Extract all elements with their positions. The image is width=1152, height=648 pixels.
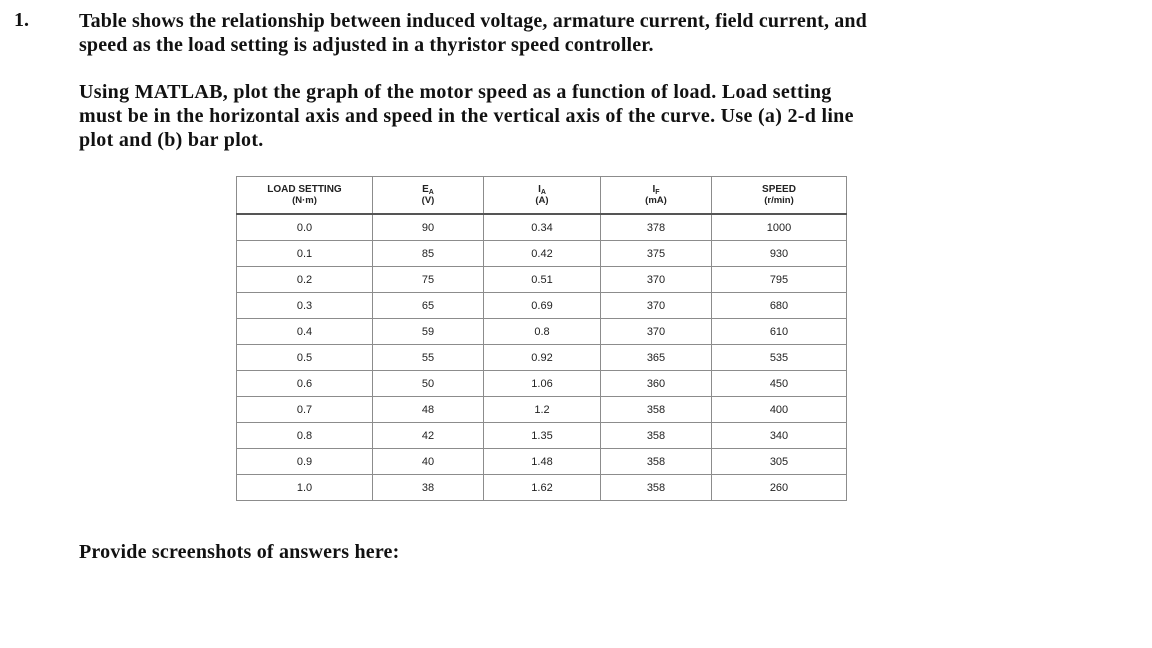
cell-if: 370 (601, 319, 712, 345)
table-row (237, 371, 847, 397)
question-task (79, 80, 1079, 152)
cell-speed: 795 (712, 267, 847, 293)
cell-if: 358 (601, 449, 712, 475)
task-line-3: plot and (b) bar plot. (79, 129, 264, 151)
answer-prompt: Provide screenshots of answers here: (79, 541, 400, 563)
table-row (237, 397, 847, 423)
cell-if: 358 (601, 475, 712, 501)
cell-speed: 260 (712, 475, 847, 501)
question-intro (79, 9, 1079, 57)
cell-ia: 1.06 (484, 371, 601, 397)
header-armature-current: $I_A$ (A) (484, 177, 601, 215)
cell-ea: 42 (373, 423, 484, 449)
cell-if: 370 (601, 293, 712, 319)
table-row (237, 449, 847, 475)
cell-speed: 1000 (712, 214, 847, 241)
cell-ia: 0.8 (484, 319, 601, 345)
header-induced-voltage: $E_A$ (V) (373, 177, 484, 215)
cell-ia: 0.69 (484, 293, 601, 319)
cell-load: 0.2 (237, 267, 373, 293)
cell-speed: 680 (712, 293, 847, 319)
cell-ea: 55 (373, 345, 484, 371)
cell-speed: 340 (712, 423, 847, 449)
cell-speed: 535 (712, 345, 847, 371)
cell-ea: 38 (373, 475, 484, 501)
cell-load: 0.6 (237, 371, 373, 397)
cell-ia: 1.2 (484, 397, 601, 423)
cell-ea: 75 (373, 267, 484, 293)
cell-ea: 59 (373, 319, 484, 345)
table-header-row (237, 177, 847, 215)
cell-load: 0.9 (237, 449, 373, 475)
task-line-2: must be in the horizontal axis and speed in the vertical axis of the curve. Use (a) 2-d line (79, 105, 854, 127)
header-field-current: $I_F$ (mA) (601, 177, 712, 215)
cell-speed: 400 (712, 397, 847, 423)
cell-ea: 65 (373, 293, 484, 319)
cell-ia: 0.51 (484, 267, 601, 293)
table-row (237, 319, 847, 345)
header-speed: SPEED (r/min) (712, 177, 847, 215)
cell-load: 0.0 (237, 214, 373, 241)
cell-ea: 85 (373, 241, 484, 267)
cell-if: 358 (601, 397, 712, 423)
intro-line-2: speed as the load setting is adjusted in a thyristor speed controller. (79, 34, 654, 56)
table-row (237, 293, 847, 319)
task-line-1: Using MATLAB, plot the graph of the motor speed as a function of load. Load setting (79, 81, 832, 103)
cell-ia: 0.34 (484, 214, 601, 241)
cell-if: 360 (601, 371, 712, 397)
table-row (237, 423, 847, 449)
cell-if: 358 (601, 423, 712, 449)
cell-speed: 930 (712, 241, 847, 267)
cell-speed: 450 (712, 371, 847, 397)
table-row (237, 267, 847, 293)
cell-ea: 40 (373, 449, 484, 475)
motor-data-table (236, 176, 847, 501)
cell-if: 375 (601, 241, 712, 267)
cell-ia: 0.92 (484, 345, 601, 371)
header-load-setting: LOAD SETTING (N·m) (237, 177, 373, 215)
cell-load: 0.4 (237, 319, 373, 345)
cell-if: 378 (601, 214, 712, 241)
cell-load: 0.1 (237, 241, 373, 267)
cell-speed: 305 (712, 449, 847, 475)
table-row (237, 241, 847, 267)
cell-ia: 0.42 (484, 241, 601, 267)
cell-if: 365 (601, 345, 712, 371)
cell-load: 0.8 (237, 423, 373, 449)
cell-ea: 90 (373, 214, 484, 241)
cell-ia: 1.48 (484, 449, 601, 475)
cell-load: 0.7 (237, 397, 373, 423)
cell-ea: 50 (373, 371, 484, 397)
table-row (237, 475, 847, 501)
cell-load: 0.3 (237, 293, 373, 319)
cell-load: 0.5 (237, 345, 373, 371)
cell-if: 370 (601, 267, 712, 293)
table-row (237, 214, 847, 241)
table-row (237, 345, 847, 371)
cell-load: 1.0 (237, 475, 373, 501)
cell-ia: 1.62 (484, 475, 601, 501)
cell-speed: 610 (712, 319, 847, 345)
cell-ia: 1.35 (484, 423, 601, 449)
cell-ea: 48 (373, 397, 484, 423)
intro-line-1: Table shows the relationship between induced voltage, armature current, field current, and (79, 10, 867, 32)
question-number: 1. (14, 9, 29, 31)
